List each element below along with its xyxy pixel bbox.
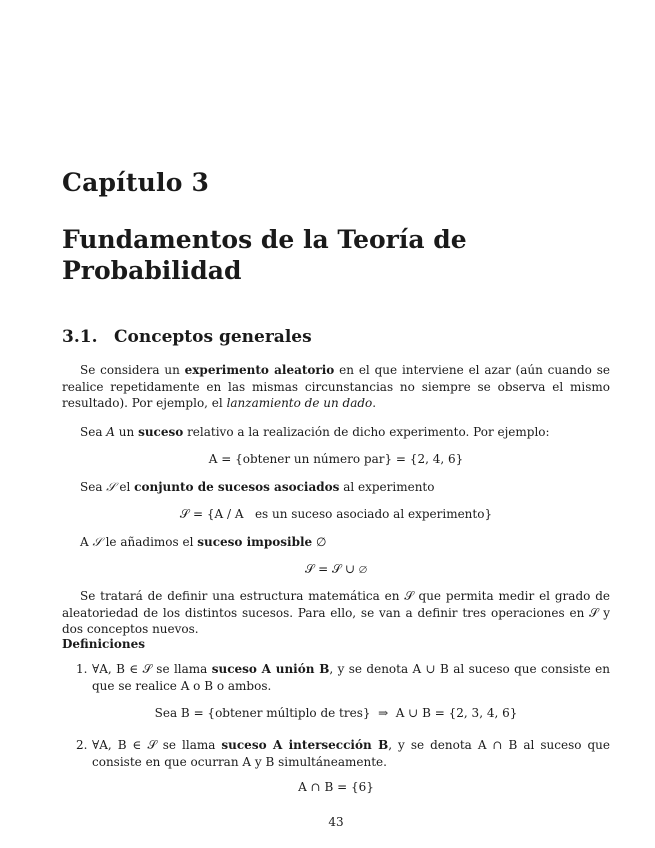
term-experimento-aleatorio: experimento aleatorio [184,363,335,377]
paragraph-estructura: Se tratará de definir una estructura matemática en 𝒮 que permita medir el grado de aleatoriedad de los distintos sucesos. Para ello, se van a definir tres operaciones en 𝒮 y dos conceptos nuevos. [62,589,610,636]
chapter-title: Fundamentos de la Teoría de Probabilidad [62,225,467,285]
term-conjunto-sucesos: conjunto de sucesos asociados [134,480,340,494]
math-var: 𝒮 [106,480,116,494]
text-run: , y se denota A ∪ B al suceso que consiste en que se realice A o B o ambos. [92,662,611,693]
paragraph-conjunto [62,479,610,496]
list-marker: 1. [76,662,88,676]
term-interseccion: suceso A intersección B [221,738,389,752]
text-run: ∀A, B ∈ 𝒮 se llama [92,738,222,752]
text-run: el [115,480,135,494]
chapter-label: Capítulo 3 [62,168,210,197]
page-number: 43 [328,815,344,829]
text-run: un [114,425,139,439]
text-run: Sea [80,425,107,439]
definitions-heading: Definiciones [62,637,146,651]
example-lanzamiento: lanzamiento de un dado [226,396,373,410]
paragraph-experiment [62,362,610,412]
equation-a-par: A = {obtener un número par} = {2, 4, 6} [208,452,464,466]
text-run: ∀A, B ∈ 𝒮 se llama [92,662,212,676]
section-number: 3.1. [62,327,98,347]
text-run: relativo a la realización de dicho experimento. Por ejemplo: [183,425,550,439]
text-run: en el que interviene el azar (aún cuando se realice repetidamente en las mismas circunstancias no siempre se observa el mismo resultado). Por ejemplo, el [62,363,611,410]
equation-union-example: Sea B = {obtener múltiplo de tres} ⇒ A ∪ B = {2, 3, 4, 6} [154,706,518,720]
paragraph-suceso [62,424,610,441]
definition-item-interseccion [76,737,610,770]
text-run: A [80,535,93,549]
text-run: al experimento [339,480,435,494]
math-var: 𝒮 [92,535,102,549]
text-run: le añadimos el [101,535,198,549]
term-suceso: suceso [138,425,184,439]
text-run: , y se denota A ∩ B al suceso que consiste en que ocurran A y B simultáneamente. [92,738,610,769]
term-union: suceso A unión B [211,662,330,676]
text-run: Se considera un [80,363,185,377]
paragraph-imposible [62,534,610,551]
text-run: Sea [80,480,107,494]
equation-intersection-example: A ∩ B = {6} [298,780,374,794]
section-title: Conceptos generales [114,327,312,347]
equation-s-union-empty: 𝒮 = 𝒮 ∪ ∅ [305,562,367,576]
text-run: ∅ [312,535,327,549]
term-suceso-imposible: suceso imposible [197,535,313,549]
section-heading [62,327,312,347]
list-marker: 2. [76,738,88,752]
text-run: . [372,396,377,410]
definition-item-union [76,661,610,694]
equation-s-definition: 𝒮 = {A / A es un suceso asociado al experimento} [179,507,493,521]
math-var: A [106,425,115,439]
